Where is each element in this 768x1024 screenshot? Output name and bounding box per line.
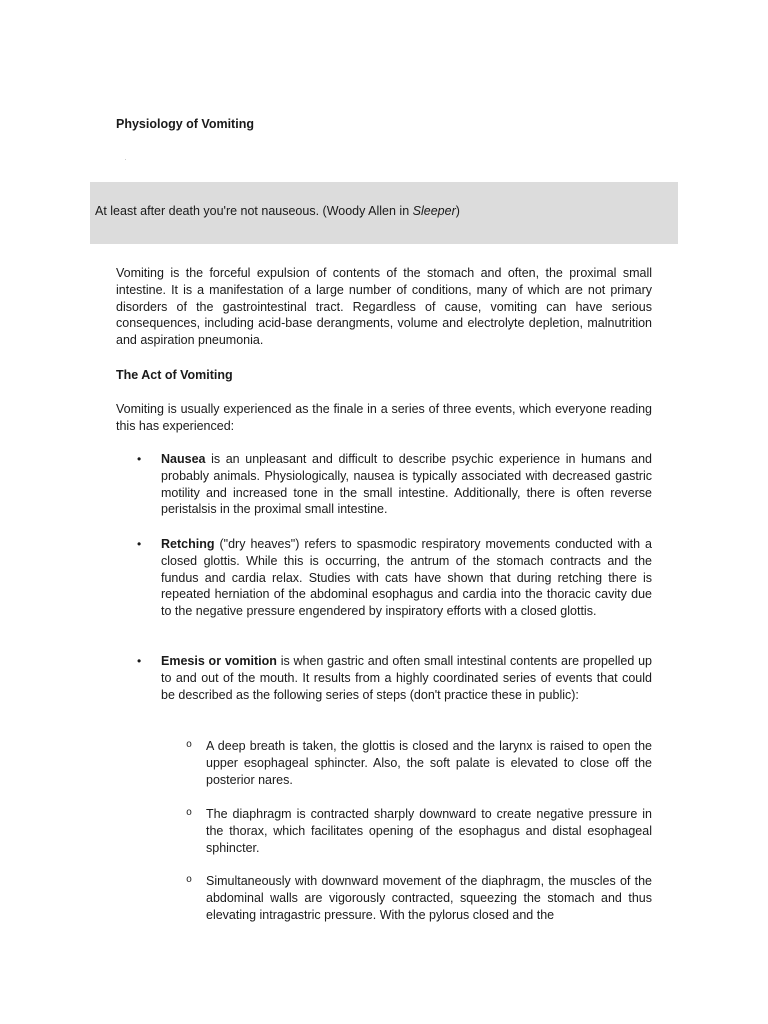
bullet-item-emesis [137, 653, 652, 703]
quote-box [90, 182, 678, 244]
quote-film-title: Sleeper [412, 204, 456, 218]
step-text: The diaphragm is contracted sharply downward to create negative pressure in the thorax, which facilitates opening of the esophagus and distal esophageal sphincter. [206, 807, 652, 855]
stray-mark [125, 159, 126, 160]
section-heading: The Act of Vomiting [116, 368, 233, 382]
bullet-icon: • [137, 654, 142, 668]
bullet-text: is an unpleasant and difficult to describe psychic experience in humans and probably animals. Physiologically, nausea is typically associated with decreased gastric motility and increased tone in the small intestine. Additionally, there is often reverse peristalsis in the proximal small intestine. [161, 452, 652, 517]
bullet-text: ("dry heaves") refers to spasmodic respiratory movements conducted with a closed glottis. While this is occurring, the antrum of the stomach contracts and the fundus and cardia relax. Studies with cats have shown that during retching there is repeated herniation of the abdominal esophagus and cardia into the thoracic cavity due to the negative pressure engendered by inspiratory efforts with a closed glottis. [161, 537, 652, 619]
bullet-term: Emesis or vomition [161, 654, 277, 668]
step-item [186, 806, 652, 856]
intro-paragraph: Vomiting is the forceful expulsion of contents of the stomach and often, the proximal small intestine. It is a manifestation of a large number of conditions, many of which are not primary disorders of the gastrointestinal tract. Regardless of cause, vomiting can have serious consequences, including acid-base derangments, volume and electrolyte depletion, malnutrition and aspiration pneumonia. [116, 266, 652, 348]
circle-bullet-icon: o [186, 808, 193, 819]
bullet-icon: • [137, 537, 142, 551]
bullet-text: is when gastric and often small intestinal contents are propelled up to and out of the mouth. It results from a highly coordinated series of events that could be described as the following series of steps (don't practice these in public): [161, 654, 652, 702]
step-text: A deep breath is taken, the glottis is closed and the larynx is raised to open the upper esophageal sphincter. Also, the soft palate is elevated to close off the posterior nares. [206, 739, 652, 787]
circle-bullet-icon: o [186, 875, 193, 886]
quote-suffix: ) [455, 204, 460, 218]
step-item [186, 873, 652, 923]
epigraph-quote [95, 204, 460, 218]
bullet-item-retching [137, 536, 652, 620]
circle-bullet-icon: o [186, 740, 193, 751]
bullet-item-nausea [137, 451, 652, 518]
step-text: Simultaneously with downward movement of the diaphragm, the muscles of the abdominal walls are vigorously contracted, squeezing the stomach and thus elevating intragastric pressure. With the pylorus closed and the [206, 874, 652, 922]
section-intro-paragraph: Vomiting is usually experienced as the finale in a series of three events, which everyone reading this has experienced: [116, 402, 652, 433]
document-title: Physiology of Vomiting [116, 117, 254, 131]
bullet-term: Nausea [161, 452, 206, 466]
step-item [186, 738, 652, 788]
bullet-icon: • [137, 452, 142, 466]
bullet-term: Retching [161, 537, 215, 551]
quote-prefix: At least after death you're not nauseous. (Woody Allen in [95, 204, 413, 218]
